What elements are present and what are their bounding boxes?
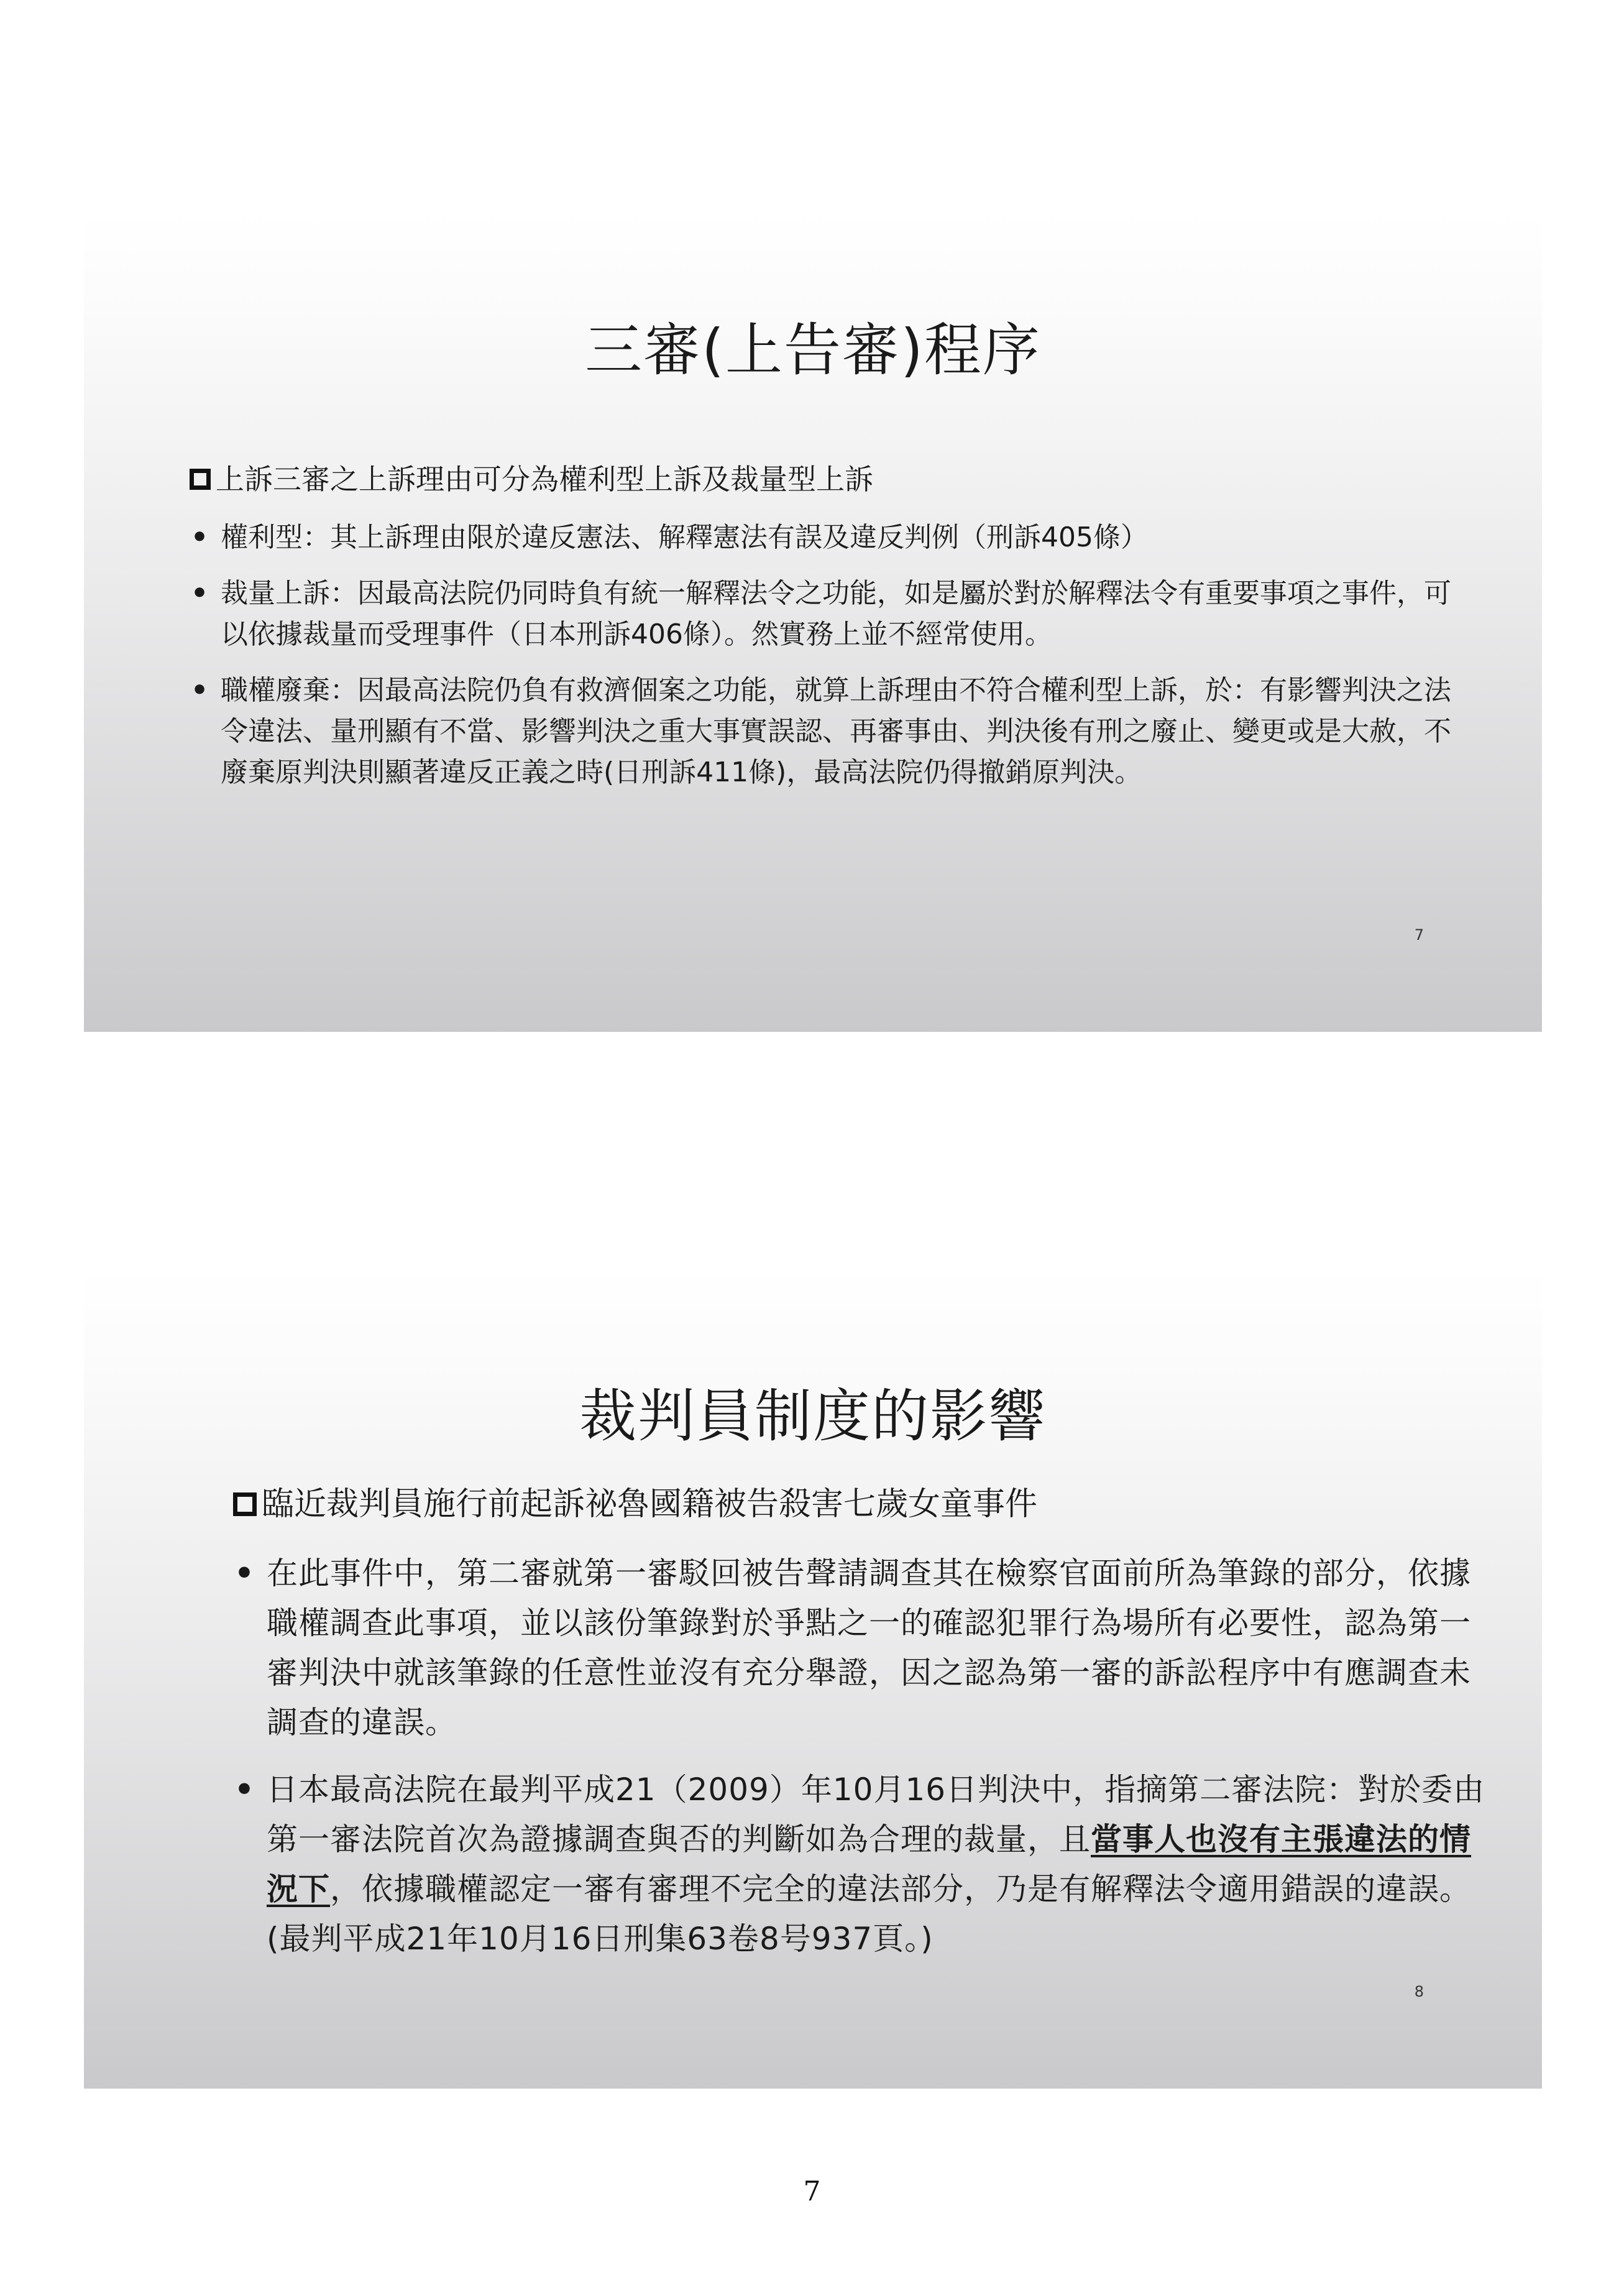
square-bullet-icon [233,1492,257,1516]
bullet-item [190,517,1470,558]
bullet-text: 裁量上訴：因最高法院仍同時負有統一解釋法令之功能，如是屬於對於解釋法令有重要事項之事件，可以依據裁量而受理事件（日本刑訴406條）。然實務上並不經常使用。 [221,577,1451,650]
slide-heading [233,1483,1495,1526]
slide-title: 三審(上告審)程序 [585,317,1041,384]
bullet-item [233,1548,1495,1747]
slide-number: 8 [1414,1983,1424,2000]
bullet-dot-icon: • [191,674,209,706]
slide-number: 7 [1414,926,1424,944]
bullet-text-after: ，依據職權認定一審有審理不完全的違法部分，乃是有解釋法令適用錯誤的違誤。 (最判平成21年10月16日刑集63卷8号937頁。) [267,1871,1471,1957]
slide-heading-text: 上訴三審之上訴理由可分為權利型上訴及裁量型上訴 [216,462,873,496]
bullet-item [190,573,1470,655]
slide-content [190,460,1470,808]
bullet-text: 在此事件中，第二審就第一審駁回被告聲請調查其在檢察官面前所為筆錄的部分，依據職權調查此事項，並以該份筆錄對於爭點之一的確認犯罪行為場所有必要性，認為第一審判決中就該筆錄的任意性並沒有充分舉證，因之認為第一審的訴訟程序中有應調查未調查的違誤。 [267,1555,1471,1740]
slide-7 [84,211,1542,1032]
slide-8 [84,1268,1542,2089]
bullet-text: 權利型：其上訴理由限於違反憲法、解釋憲法有誤及違反判例（刑訴405條） [221,522,1148,553]
slide-heading-text: 臨近裁判員施行前起訴祕魯國籍被告殺害七歲女童事件 [262,1486,1038,1523]
bullet-emphasis: 當事人也沒有主張違法的情況下 [267,1821,1471,1907]
bullet-dot-icon: • [234,1555,255,1591]
bullet-item [233,1765,1495,1964]
bullet-text-before: 日本最高法院在最判平成21（2009）年10月16日判決中，指摘第二審法院：對於委由第一審法院首次為證據調查與否的判斷如為合理的裁量，且 [267,1772,1485,1857]
bullet-text: 職權廢棄：因最高法院仍負有救濟個案之功能，就算上訴理由不符合權利型上訴，於：有影響判決之法令違法、量刑顯有不當、影響判決之重大事實誤認、再審事由、判決後有刑之廢止、變更或是大赦，不廢棄原判決則顯著違反正義之時(日刑訴411條)，最高法院仍得撤銷原判決。 [221,674,1451,788]
page-number: 7 [803,2176,821,2207]
bullet-dot-icon: • [191,522,209,553]
slide-title: 裁判員制度的影響 [579,1383,1047,1450]
square-bullet-icon [190,469,211,490]
slide-heading [190,460,1470,499]
bullet-dot-icon: • [191,577,209,609]
slide-content [233,1483,1495,1981]
bullet-item [190,670,1470,793]
bullet-dot-icon: • [234,1772,255,1808]
